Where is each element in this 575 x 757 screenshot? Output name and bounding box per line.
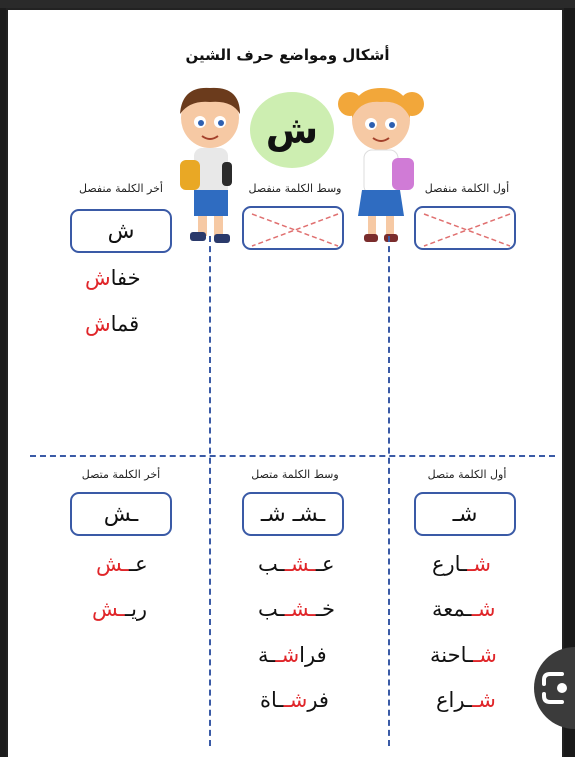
box-end-separate: ش: [70, 209, 172, 253]
page-title: أشكال ومواضع حرف الشين: [185, 46, 390, 64]
boy-illustration: [170, 82, 250, 248]
top-bar: [0, 0, 575, 8]
box-end-connected: ـش: [70, 492, 172, 536]
right-edge: [564, 8, 575, 757]
label-start-separate: أول الكلمة منفصل: [424, 182, 510, 195]
word-middle-connected-3: فراشــة: [258, 643, 327, 667]
word-end-separate-2: قماش: [85, 312, 140, 336]
cross-mark-icon: [416, 208, 518, 252]
box-start-connected: شـ: [414, 492, 516, 536]
letter-circle: ش: [250, 92, 334, 168]
word-end-connected-1: عــش: [96, 552, 148, 576]
word-start-connected-4: شــراع: [436, 688, 496, 712]
word-start-connected-3: شــاحنة: [430, 643, 497, 667]
word-start-connected-2: شــمعة: [432, 597, 496, 621]
word-middle-connected-2: خــشــب: [258, 597, 335, 621]
label-end-connected: أخر الكلمة متصل: [81, 468, 161, 481]
cross-mark-icon: [244, 208, 346, 252]
label-middle-separate: وسط الكلمة منفصل: [248, 182, 342, 195]
column-divider-right: [388, 236, 390, 746]
word-end-connected-2: ريــش: [92, 597, 148, 621]
word-middle-connected-4: فرشــاة: [260, 688, 329, 712]
box-start-separate-empty: [414, 206, 516, 250]
lens-icon: [540, 668, 572, 708]
word-middle-connected-1: عــشــب: [258, 552, 335, 576]
row-divider: [30, 455, 555, 457]
column-divider-left: [209, 236, 211, 746]
box-middle-connected: ـشـ شـ: [242, 492, 344, 536]
label-middle-connected: وسط الكلمة متصل: [251, 468, 339, 481]
label-start-connected: أول الكلمة متصل: [427, 468, 507, 481]
box-middle-separate-empty: [242, 206, 344, 250]
word-end-separate-1: خفاش: [85, 266, 141, 290]
girl-illustration: [336, 82, 426, 248]
word-start-connected-1: شــارع: [432, 552, 491, 576]
label-end-separate: أخر الكلمة منفصل: [79, 182, 163, 195]
